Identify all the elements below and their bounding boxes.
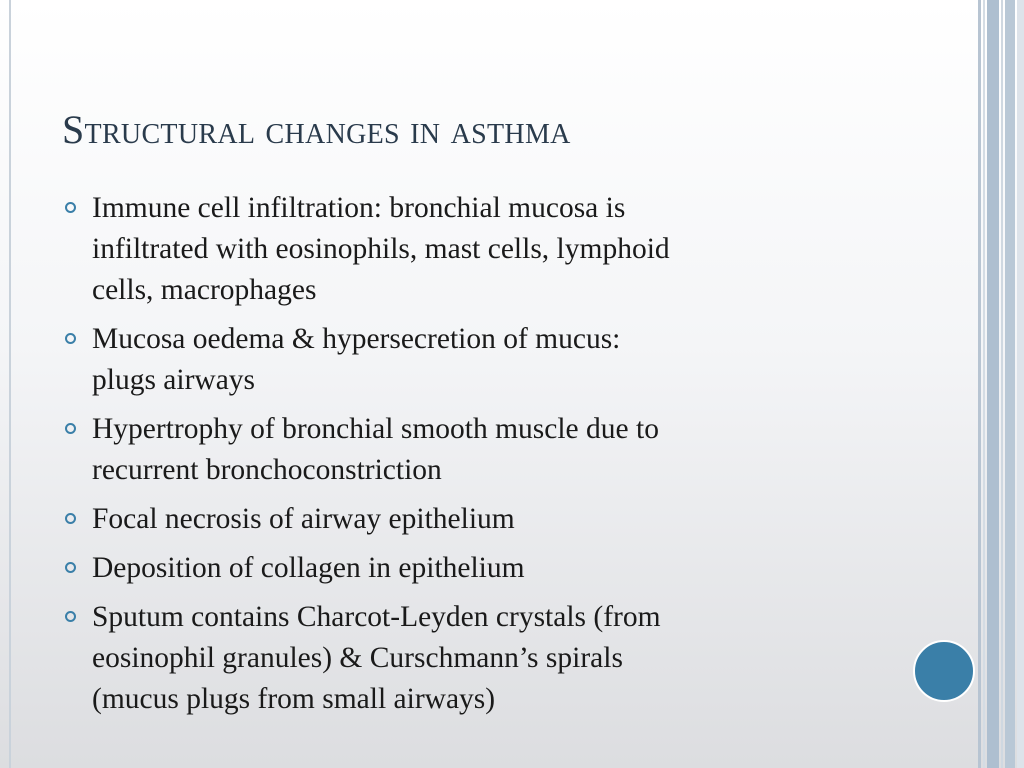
bullet-item [62, 499, 882, 540]
decor-bar [1001, 0, 1003, 768]
ring-bullet-icon [62, 499, 92, 540]
bullet-text: Mucosa oedema & hypersecretion of mucus: plugs airways [92, 323, 621, 396]
decor-bar [978, 0, 981, 768]
bullet-text: Deposition of collagen in epithelium [92, 552, 525, 584]
bullet-list [62, 188, 882, 728]
bullet-text: Immune cell infiltration: bronchial mucosa is infiltrated with eosinophils, mast cells, lymphoid cells, macrophages [92, 192, 670, 306]
ring-bullet-icon [62, 548, 92, 589]
bullet-item [62, 597, 882, 720]
bullet-text: Focal necrosis of airway epithelium [92, 503, 515, 535]
decor-bar [1017, 0, 1024, 768]
ring-bullet-icon [62, 597, 92, 638]
bullet-text: Sputum contains Charcot-Leyden crystals (from eosinophil granules) & Curschmann’s spirals (mucus plugs from small airways) [92, 601, 661, 715]
bullet-item [62, 319, 882, 401]
slide-title: Structural changes in asthma [62, 107, 571, 152]
left-border-line [9, 0, 11, 768]
right-decorative-bars [978, 0, 1024, 768]
ring-bullet-icon [62, 188, 92, 229]
decorative-circle-icon [913, 640, 975, 702]
decor-bar [1005, 0, 1015, 768]
ring-bullet-icon [62, 319, 92, 360]
ring-bullet-icon [62, 409, 92, 450]
decor-bar [983, 0, 985, 768]
decor-bar [987, 0, 999, 768]
bullet-item [62, 188, 882, 311]
bullet-item [62, 409, 882, 491]
bullet-text: Hypertrophy of bronchial smooth muscle due to recurrent bronchoconstriction [92, 413, 659, 486]
bullet-item [62, 548, 882, 589]
